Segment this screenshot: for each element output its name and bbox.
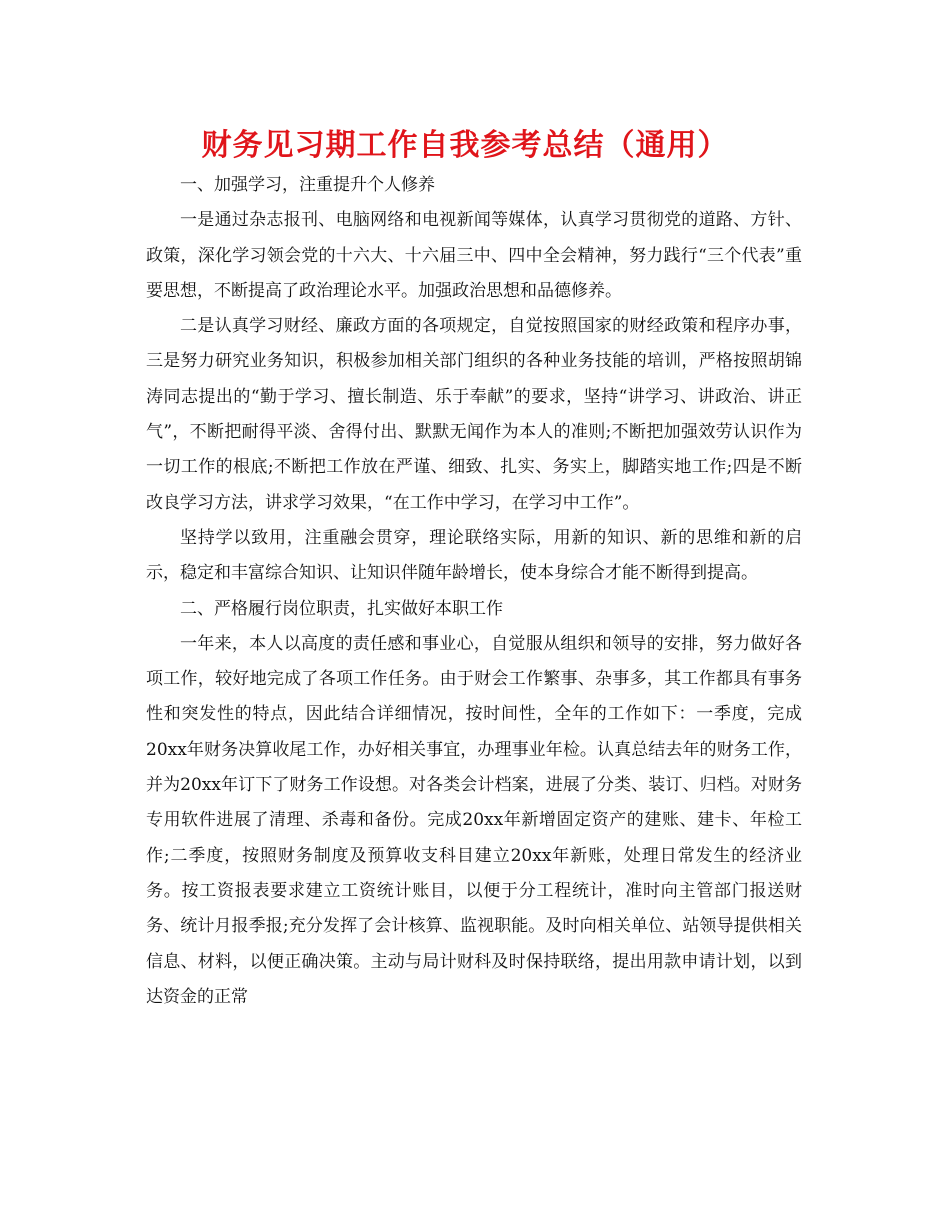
paragraph-2: 二是认真学习财经、廉政方面的各项规定，自觉按照国家的财经政策和程序办事，三是努力研究业务知识，积极参加相关部门组织的各种业务技能的培训，严格按照胡锦涛同志提出的“勤于学习、擅长制造、乐于奉献”的要求，坚持“讲学习、讲政治、讲正气”，不断把耐得平淡、舍得付出、默默无闻作为本人的准则;不断把加强效劳认识作为一切工作的根底;不断把工作放在严谨、细致、扎实、务实上，脚踏实地工作;四是不断改良学习方法，讲求学习效果，“在工作中学习，在学习中工作”。 bbox=[146, 316, 802, 513]
paragraph-4: 一年来，本人以高度的责任感和事业心，自觉服从组织和领导的安排，努力做好各项工作，较好地完成了各项工作任务。由于财会工作繁事、杂事多，其工作都具有事务性和突发性的特点，因此结合详细情况，按时间性，全年的工作如下：一季度，完成20xx年财务决算收尾工作，办好相关事宜，办理事业年检。认真总结去年的财务工作，并为20xx年订下了财务工作设想。对各类会计档案，进展了分类、装订、归档。对财务专用软件进展了清理、杀毒和备份。完成20xx年新增固定资产的建账、建卡、年检工作;二季度，按照财务制度及预算收支科目建立20xx年新账，处理日常发生的经济业务。按工资报表要求建立工资统计账目，以便于分工程统计，准时向主管部门报送财务、统计月报季报;充分发挥了会计核算、监视职能。及时向相关单位、站领导提供相关信息、材料，以便正确决策。主动与局计财科及时保持联络，提出用款申请计划，以到达资金的正常 bbox=[146, 633, 802, 1007]
paragraph-3: 坚持学以致用，注重融会贯穿，理论联络实际，用新的知识、新的思维和新的启示，稳定和丰富综合知识、让知识伴随年龄增长，使本身综合才能不断得到提高。 bbox=[146, 527, 802, 584]
section-heading-1: 一、加强学习，注重提升个人修养 bbox=[180, 175, 435, 195]
paragraph-1: 一是通过杂志报刊、电脑网络和电视新闻等媒体，认真学习贯彻党的道路、方针、政策，深化学习领会党的十六大、十六届三中、四中全会精神，努力践行“三个代表”重要思想，不断提高了政治理论水平。加强政治思想和品德修养。 bbox=[146, 210, 802, 301]
section-heading-2: 二、严格履行岗位职责，扎实做好本职工作 bbox=[180, 598, 503, 619]
document-body bbox=[146, 168, 802, 1015]
page-title: 财务见习期工作自我参考总结（通用） bbox=[201, 128, 729, 163]
